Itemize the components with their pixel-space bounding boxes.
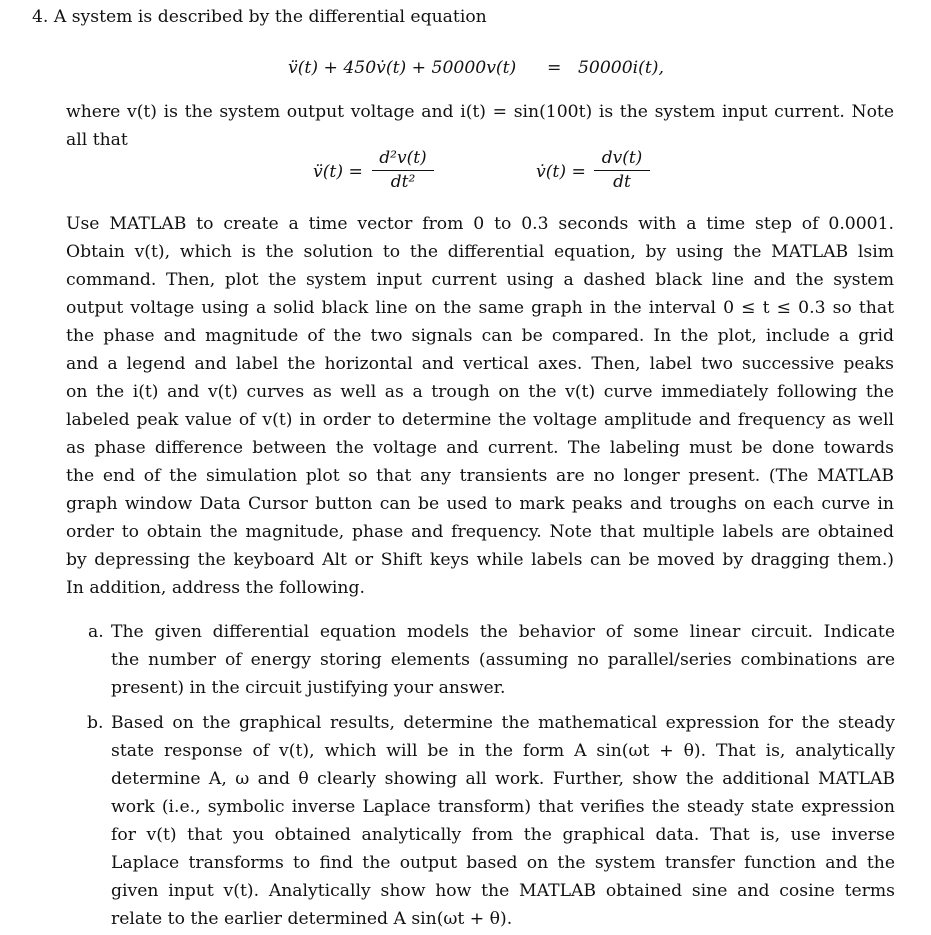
intro-line-1: where v(t) is the system output voltage and i(t) = sin(100t) is the system input current. Note [66, 102, 894, 122]
part-b-line: relate to the earlier determined A sin(ωt + θ). [111, 909, 513, 929]
equation-lhs: v̈(t) + 450v̇(t) + 50000v(t) [288, 58, 517, 78]
body-line: order to obtain the magnitude, phase and frequency. Note that multiple labels are obtained [66, 522, 894, 542]
part-b-line: Based on the graphical results, determine the mathematical expression for the steady [111, 713, 895, 733]
body-line: graph window Data Cursor button can be used to mark peaks and troughs on each curve in [66, 494, 894, 514]
part-b-line: given input v(t). Analytically show how the MATLAB obtained sine and cosine terms [111, 881, 895, 901]
body-line: In addition, address the following. [66, 578, 365, 598]
body-line: command. Then, plot the system input current using a dashed black line and the system [66, 270, 894, 290]
part-b-line: work (i.e., symbolic inverse Laplace transform) that verifies the steady state expression [111, 797, 895, 817]
intro-line-2: all that [66, 130, 128, 150]
body-line: and a legend and label the horizontal and vertical axes. Then, label two successive peaks [66, 354, 894, 374]
def-second-derivative-denominator: dt² [390, 172, 416, 192]
part-b-line: for v(t) that you obtained analytically from the graphical data. That is, use inverse [111, 825, 895, 845]
problem-heading: 4. A system is described by the differential equation [32, 7, 487, 27]
body-line: by depressing the keyboard Alt or Shift keys while labels can be moved by dragging them.) [66, 550, 894, 570]
part-a-line: The given differential equation models the behavior of some linear circuit. Indicate [111, 622, 895, 642]
def-second-derivative-lhs: v̈(t) = [313, 162, 363, 182]
body-line: Obtain v(t), which is the solution to the differential equation, by using the MATLAB lsim [66, 242, 894, 262]
def-first-derivative-lhs: v̇(t) = [536, 162, 586, 182]
body-line: output voltage using a solid black line on the same graph in the interval 0 ≤ t ≤ 0.3 so that [66, 298, 894, 318]
body-line: labeled peak value of v(t) in order to determine the voltage amplitude and frequency as well [66, 410, 894, 430]
part-a-line: present) in the circuit justifying your answer. [111, 678, 506, 698]
part-b-line: state response of v(t), which will be in the form A sin(ωt + θ). That is, analytically [111, 741, 895, 761]
def-second-derivative-numerator: d²v(t) [372, 148, 434, 171]
def-first-derivative-numerator: dv(t) [594, 148, 650, 171]
body-line: on the i(t) and v(t) curves as well as a trough on the v(t) curve immediately following the [66, 382, 894, 402]
equation-rhs: 50000i(t), [578, 58, 664, 78]
body-line: the phase and magnitude of the two signals can be compared. In the plot, include a grid [66, 326, 894, 346]
part-b-line: Laplace transforms to find the output based on the system transfer function and the [111, 853, 895, 873]
part-b-label: b. [87, 713, 104, 733]
def-first-derivative-fraction [594, 148, 650, 193]
part-a-line: the number of energy storing elements (assuming no parallel/series combinations are [111, 650, 895, 670]
part-a-label: a. [88, 622, 104, 642]
def-first-derivative-denominator: dt [613, 172, 631, 192]
equation-equals: = [547, 58, 562, 78]
body-line: Use MATLAB to create a time vector from 0 to 0.3 seconds with a time step of 0.0001. [66, 214, 894, 234]
body-line: as phase difference between the voltage and current. The labeling must be done towards [66, 438, 894, 458]
def-second-derivative-fraction [372, 148, 434, 193]
body-line: the end of the simulation plot so that any transients are no longer present. (The MATLAB [66, 466, 894, 486]
part-b-line: determine A, ω and θ clearly showing all work. Further, show the additional MATLAB [111, 769, 895, 789]
